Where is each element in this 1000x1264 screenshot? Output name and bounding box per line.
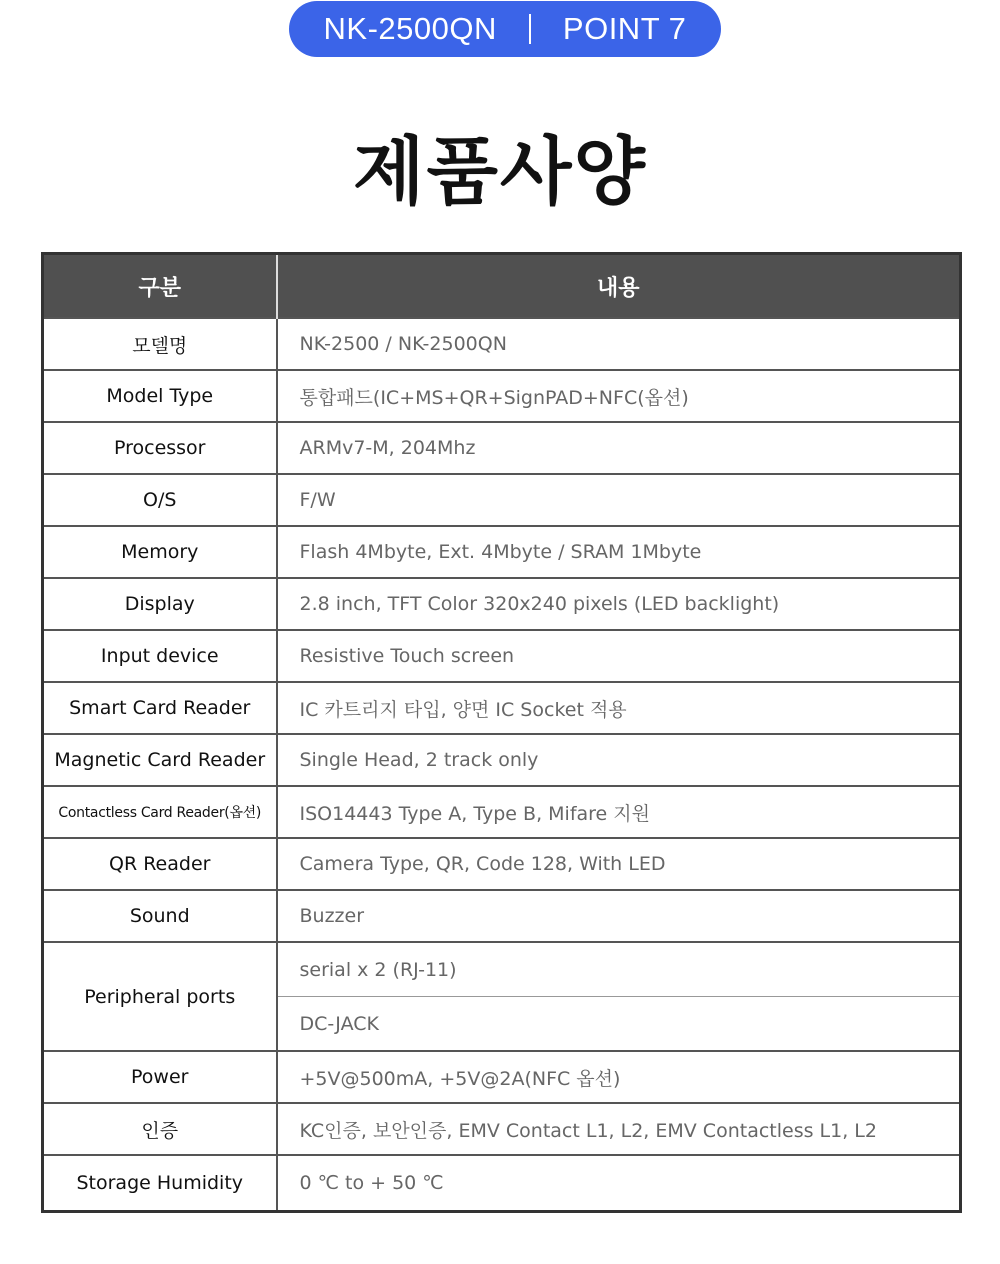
table-row [43, 630, 961, 682]
row-label: 모델명 [43, 318, 277, 370]
row-label: Input device [43, 630, 277, 682]
badge-point: POINT 7 [562, 11, 687, 46]
table-row [43, 1155, 961, 1212]
table-row [43, 838, 961, 890]
row-value: NK-2500 / NK-2500QN [277, 318, 961, 370]
row-value: Buzzer [277, 890, 961, 942]
row-value: 2.8 inch, TFT Color 320x240 pixels (LED backlight) [277, 578, 961, 630]
table-row [43, 942, 961, 997]
header-content: 내용 [277, 254, 961, 319]
row-value: DC-JACK [299, 1012, 379, 1035]
header-category: 구분 [43, 254, 277, 319]
table-row [43, 1051, 961, 1103]
row-value: serial x 2 (RJ-11) [277, 942, 961, 997]
badge-separator [529, 14, 531, 44]
table-row [43, 474, 961, 526]
spec-table [41, 252, 962, 1213]
row-value: 0 ℃ to + 50 ℃ [277, 1155, 961, 1212]
row-value: Flash 4Mbyte, Ext. 4Mbyte / SRAM 1Mbyte [277, 526, 961, 578]
row-label: Storage Humidity [43, 1155, 277, 1212]
table-row [43, 526, 961, 578]
row-label: Memory [43, 526, 277, 578]
row-label: Sound [43, 890, 277, 942]
row-label: Smart Card Reader [43, 682, 277, 734]
row-value: 통합패드(IC+MS+QR+SignPAD+NFC(옵션) [277, 370, 961, 422]
row-value: ARMv7-M, 204Mhz [277, 422, 961, 474]
table-row [43, 682, 961, 734]
page-title: 제품사양 [353, 129, 647, 215]
row-value: F/W [277, 474, 961, 526]
table-row [43, 578, 961, 630]
row-label: Model Type [43, 370, 277, 422]
row-label-peripheral: Peripheral ports [43, 942, 277, 1051]
table-row [43, 1103, 961, 1155]
badge-model: NK-2500QN [323, 11, 497, 46]
row-label: Power [43, 1051, 277, 1103]
row-value: Camera Type, QR, Code 128, With LED [277, 838, 961, 890]
row-value: Single Head, 2 track only [277, 734, 961, 786]
table-row [43, 786, 961, 838]
table-row [43, 422, 961, 474]
row-value: KC인증, 보안인증, EMV Contact L1, L2, EMV Contactless L1, L2 [277, 1103, 961, 1155]
row-value: IC 카트리지 타입, 양면 IC Socket 적용 [277, 682, 961, 734]
row-value: ISO14443 Type A, Type B, Mifare 지원 [277, 786, 961, 838]
row-label: O/S [43, 474, 277, 526]
row-label: Display [43, 578, 277, 630]
row-value: Resistive Touch screen [277, 630, 961, 682]
table-row [43, 370, 961, 422]
row-label: Magnetic Card Reader [43, 734, 277, 786]
row-value: +5V@500mA, +5V@2A(NFC 옵션) [277, 1051, 961, 1103]
model-point-badge [289, 1, 721, 57]
table-row [43, 890, 961, 942]
row-label: Processor [43, 422, 277, 474]
table-row [43, 734, 961, 786]
table-row [43, 318, 961, 370]
row-label: QR Reader [43, 838, 277, 890]
table-header-row [43, 254, 961, 319]
row-label: 인증 [43, 1103, 277, 1155]
row-label: Contactless Card Reader(옵션) [43, 786, 277, 838]
